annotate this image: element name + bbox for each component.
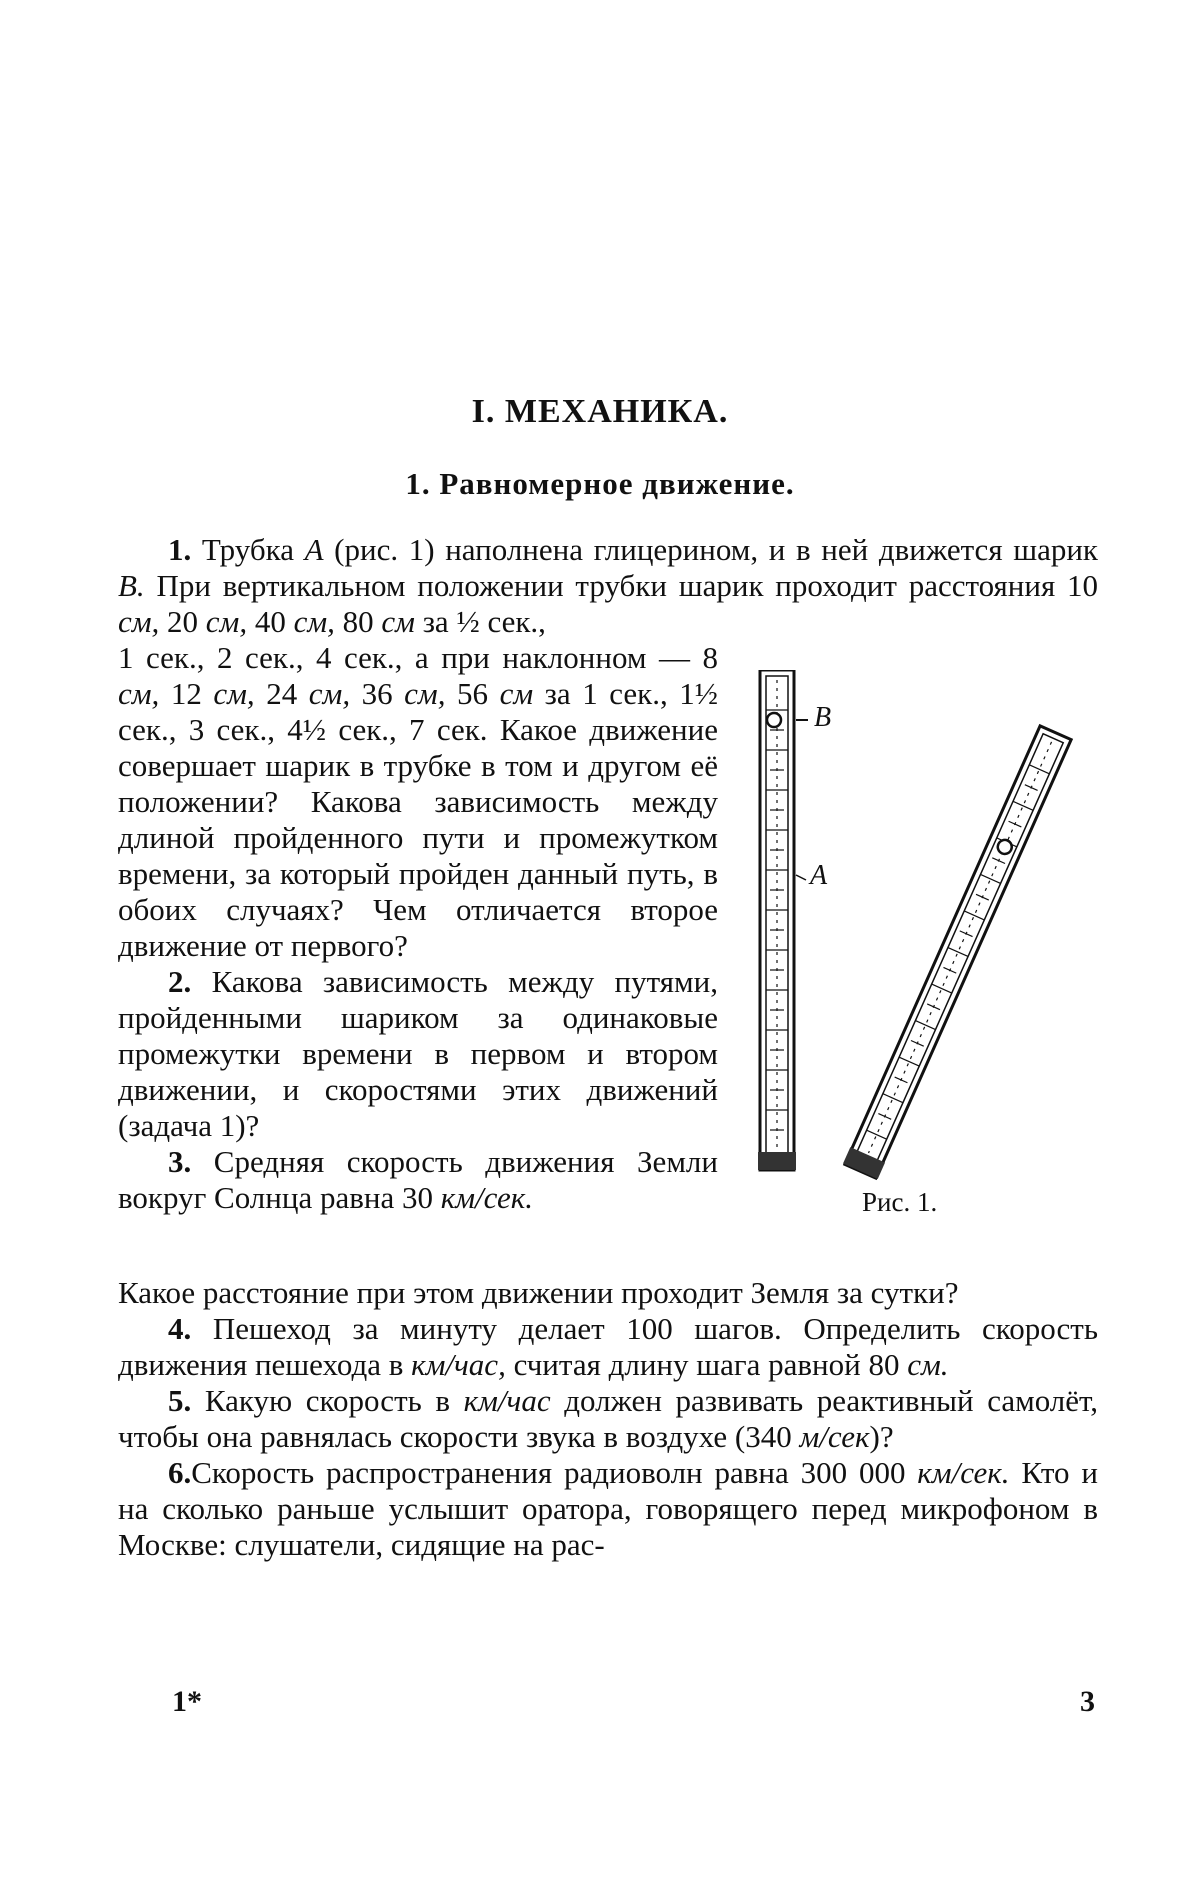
- problem-number: 2.: [168, 964, 192, 999]
- problem-3-start: 3. Средняя скорость движения Земли вокруг Солнца равна 30 км/сек.: [118, 1144, 718, 1215]
- problem-number: 3.: [168, 1144, 192, 1179]
- page-number: 3: [1080, 1685, 1095, 1718]
- label-a: А: [810, 860, 828, 891]
- inclined-tube: [843, 725, 1073, 1179]
- lower-column: [118, 1275, 1098, 1563]
- problem-6: 6.Скорость распространения радиоволн равна 300 000 км/сек. Кто и на сколько раньше услышит оратора, говорящего перед микрофоном в Москве: слушатели, сидящие на рас-: [118, 1455, 1098, 1562]
- figure-1-tubes: [740, 670, 1120, 1190]
- problem-number: 6.: [168, 1455, 192, 1490]
- chapter-title: I. МЕХАНИКА.: [471, 393, 729, 430]
- problem-5: 5. Какую скорость в км/час должен развивать реактивный самолёт, чтобы она равнялась скорости звука в воздухе (340 м/сек)?: [118, 1383, 1098, 1454]
- label-b: В: [814, 702, 832, 733]
- signature-mark: 1*: [172, 1685, 202, 1718]
- problem-number: 1.: [168, 532, 192, 567]
- problem-number: 5.: [168, 1383, 192, 1418]
- vertical-tube: [758, 670, 808, 1170]
- section-title: 1. Равномерное движение.: [405, 466, 795, 501]
- problem-2: 2. Какова зависимость между путями, пройденными шариком за одинаковые промежутки времени в первом и втором движении, и скоростями этих движений (задача 1)?: [118, 964, 718, 1143]
- problem-1-intro: 1. Трубка А (рис. 1) наполнена глицерином, и в ней движется шарик В. При вертикальном положении трубки шарик проходит расстояния 10 см, 20 см, 40 см, 80 см за ½ сек.,: [118, 532, 1098, 639]
- figure-caption: Рис. 1.: [862, 1187, 938, 1217]
- narrow-column: [118, 640, 718, 1216]
- problem-1-continuation: 1 сек., 2 сек., 4 сек., а при наклонном — 8 см, 12 см, 24 см, 36 см, 56 см за 1 сек., 1½ сек., 3 сек., 4½ сек., 7 сек. Какое движение совершает шарик в трубке в том и другом её положении? Какова зависимость между длиной пройденного пути и промежутком времени, за который пройден данный путь, в обоих случаях? Чем отличается второе движение от первого?: [118, 640, 719, 963]
- problem-number: 4.: [168, 1311, 192, 1346]
- problem-3-continuation: Какое расстояние при этом движении проходит Земля за сутки?: [118, 1275, 959, 1310]
- ball-b: [767, 713, 781, 727]
- problem-4: 4. Пешеход за минуту делает 100 шагов. Определить скорость движения пешехода в км/час, считая длину шага равной 80 см.: [118, 1311, 1098, 1382]
